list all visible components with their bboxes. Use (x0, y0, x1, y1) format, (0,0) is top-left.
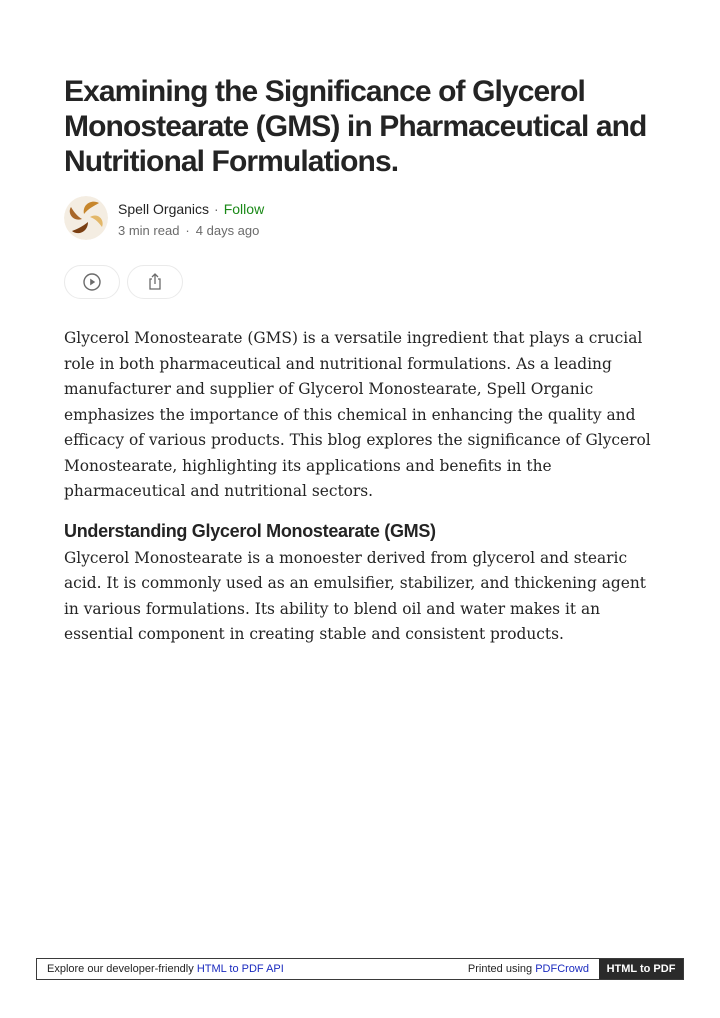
section-paragraph: Glycerol Monostearate is a monoester derived from glycerol and stearic acid. It is commonly used as an emulsifier, stabilizer, and thickening agent in various formulations. Its ability to blend oil and water makes it an essential component in creating stable and consistent products. (64, 548, 646, 643)
html-to-pdf-api-link[interactable]: HTML to PDF API (196, 963, 284, 975)
footer-right-text: Printed using (467, 963, 533, 975)
meta-separator: · (185, 223, 190, 238)
spell-organics-logo-icon (64, 196, 108, 240)
intro-paragraph: Glycerol Monostearate (GMS) is a versatile ingredient that plays a crucial role in both pharmaceutical and nutritional formulations. As a leading manufacturer and supplier of Glycerol Monostearate, Spell Organic emphasizes the importance of this chemical in enhancing the quality and efficacy of various products. This blog explores the significance of Glycerol Monostearate, highlighting its applications and benefits in the pharmaceutical and nutritional sectors. (64, 329, 651, 500)
listen-button[interactable] (64, 265, 120, 299)
pdfcrowd-link[interactable]: PDFCrowd (535, 963, 589, 975)
article (64, 74, 664, 643)
footer-left-text: Explore our developer-friendly (47, 963, 194, 975)
author-name[interactable]: Spell Organics (118, 201, 210, 217)
play-circle-icon (82, 272, 102, 292)
footer-left (47, 963, 284, 975)
follow-button[interactable]: Follow (223, 201, 265, 217)
html-to-pdf-button[interactable]: HTML to PDF (599, 959, 683, 979)
share-button[interactable] (127, 265, 183, 299)
article-meta (118, 223, 259, 239)
article-body (64, 326, 664, 648)
footer-right (468, 963, 589, 975)
pdfcrowd-footer (36, 958, 684, 980)
read-time: 3 min read (118, 223, 180, 238)
section-heading: Understanding Glycerol Monostearate (GMS) (64, 520, 436, 541)
share-icon (145, 272, 165, 292)
author-row (118, 200, 264, 218)
author-avatar[interactable] (64, 196, 108, 240)
author-byline (64, 196, 664, 240)
author-separator: · (214, 201, 219, 217)
article-title: Examining the Significance of Glycerol Monostearate (GMS) in Pharmaceutical and Nutritional Formulations. (64, 75, 647, 178)
published-date: 4 days ago (195, 223, 260, 238)
